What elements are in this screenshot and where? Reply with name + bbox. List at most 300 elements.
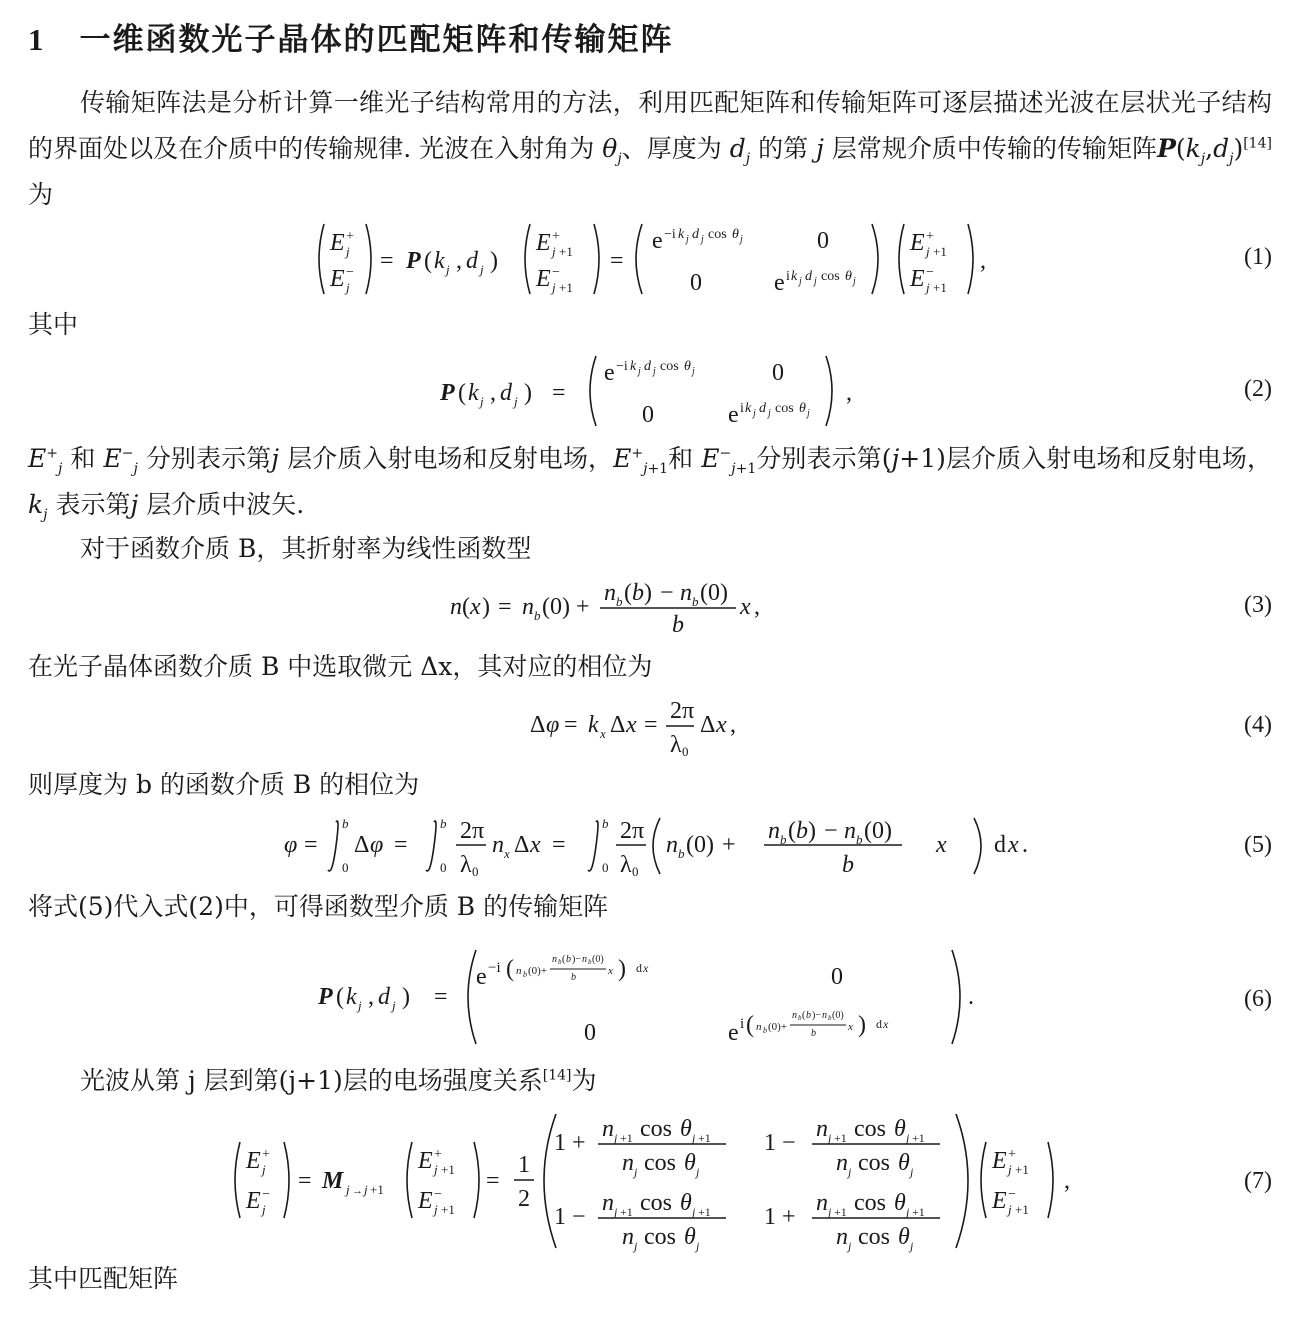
svg-text:b: b [342, 816, 349, 831]
svg-text:i: i [786, 269, 790, 284]
svg-text:b: b [588, 958, 592, 966]
svg-text:1: 1 [554, 1130, 566, 1156]
svg-text:2: 2 [518, 1186, 530, 1212]
svg-text:d: d [805, 269, 812, 284]
equation-number: (1) [1244, 244, 1272, 270]
equation-number: (5) [1244, 832, 1272, 858]
svg-text:θ: θ [845, 269, 852, 284]
svg-text:d: d [378, 984, 390, 1010]
svg-text:e: e [728, 402, 739, 428]
svg-text:(: ( [788, 818, 796, 844]
svg-text:0: 0 [472, 864, 479, 879]
svg-text:0: 0 [690, 270, 702, 296]
svg-text:d: d [636, 961, 642, 975]
svg-text:(0): (0) [592, 954, 604, 965]
equation-5 [0, 810, 1300, 882]
svg-text:j: j [514, 394, 518, 409]
svg-text:x: x [504, 846, 510, 861]
svg-text:θ: θ [898, 1150, 910, 1176]
svg-text:λ: λ [620, 852, 632, 878]
svg-text:+: + [576, 594, 590, 620]
svg-text:(: ( [562, 954, 566, 965]
svg-text:0: 0 [440, 860, 447, 875]
svg-text:+1: +1 [620, 1131, 633, 1145]
svg-text:k: k [434, 248, 445, 274]
svg-text:x: x [470, 594, 481, 620]
svg-text:b: b [856, 832, 863, 847]
svg-text:−: − [1008, 1187, 1016, 1202]
svg-text:+: + [262, 1147, 270, 1162]
svg-text:−: − [434, 1187, 442, 1202]
equation-5-body [282, 810, 1042, 889]
svg-text:k: k [468, 380, 479, 406]
svg-text:(0): (0) [700, 580, 728, 606]
svg-text:0: 0 [831, 964, 843, 990]
svg-text:θ: θ [732, 227, 739, 242]
svg-text:e: e [476, 964, 487, 990]
svg-text:n: n [816, 1116, 828, 1142]
svg-text:j: j [692, 1205, 696, 1219]
svg-text:(0): (0) [686, 832, 714, 858]
svg-text:e: e [728, 1020, 739, 1046]
svg-text:j: j [926, 280, 930, 295]
svg-text:Δ: Δ [610, 712, 626, 738]
svg-text:j: j [614, 1205, 618, 1219]
text-span: 层常规介质中传输的传输矩阵 [831, 134, 1158, 163]
svg-text:k: k [678, 227, 685, 242]
text-span: 的第 [758, 134, 809, 163]
svg-text:x: x [643, 961, 649, 975]
svg-text:n: n [604, 580, 616, 606]
svg-text:): ) [402, 984, 410, 1010]
equation-number: (2) [1244, 376, 1272, 402]
svg-text:n: n [450, 594, 462, 620]
svg-text:,: , [754, 594, 760, 620]
svg-text:+1: +1 [912, 1205, 925, 1219]
svg-text:−i: −i [616, 359, 628, 374]
svg-text:,: , [980, 248, 986, 274]
svg-text:d: d [994, 832, 1006, 858]
svg-text:cos: cos [858, 1150, 890, 1176]
svg-text:0: 0 [772, 360, 784, 386]
svg-text:E: E [418, 1148, 433, 1174]
text-span: )层介质入射电场和反射电场， [936, 444, 1272, 473]
text-span: 和 [70, 444, 96, 473]
svg-text:(0): (0) [864, 818, 892, 844]
svg-text:−i: −i [664, 227, 676, 242]
svg-text:n: n [522, 594, 534, 620]
svg-text:j: j [768, 408, 771, 419]
svg-text:e: e [652, 228, 663, 254]
svg-text:cos: cos [640, 1116, 672, 1142]
svg-text:n: n [622, 1224, 634, 1250]
svg-text:j: j [634, 1239, 638, 1253]
equation-number: (7) [1244, 1168, 1272, 1194]
svg-text:n: n [836, 1150, 848, 1176]
svg-text:j: j [910, 1165, 914, 1179]
svg-text:)−: )− [572, 954, 581, 965]
svg-text:j: j [262, 1202, 266, 1217]
svg-text:j: j [614, 1131, 618, 1145]
svg-text:,: , [368, 984, 374, 1010]
svg-text:φ: φ [284, 832, 298, 858]
equation-number: (6) [1244, 986, 1272, 1012]
equation-number: (4) [1244, 712, 1272, 738]
citation-ref: [14] [1243, 135, 1272, 152]
equation-4-svg [528, 694, 788, 758]
svg-text:j: j [740, 234, 743, 245]
svg-text:j: j [392, 998, 396, 1013]
svg-text:θ: θ [894, 1116, 906, 1142]
equation-7 [0, 1108, 1300, 1254]
svg-text:=: = [304, 832, 318, 858]
svg-text:b: b [672, 612, 684, 638]
svg-text:+: + [722, 832, 736, 858]
paragraph-field-relation [28, 1058, 1272, 1104]
text-span: 分别表示第( [756, 444, 892, 473]
equation-2-svg [438, 350, 868, 432]
equation-1-body [312, 218, 992, 307]
svg-text:+1: +1 [441, 1162, 455, 1177]
text-span: 对于函数介质 B，其折射率为线性函数型 [80, 534, 532, 563]
svg-text:(: ( [746, 1012, 754, 1038]
svg-text:j: j [814, 276, 817, 287]
svg-text:b: b [523, 970, 527, 979]
svg-text:1: 1 [518, 1152, 530, 1178]
svg-text:n: n [622, 1150, 634, 1176]
svg-text:j: j [692, 366, 695, 377]
svg-text:cos: cos [858, 1224, 890, 1250]
svg-text:d: d [759, 401, 766, 416]
svg-text:j: j [446, 262, 450, 277]
svg-text:cos: cos [708, 227, 727, 242]
svg-text:(: ( [462, 594, 470, 620]
svg-text:.: . [1022, 832, 1028, 858]
svg-text:x: x [716, 712, 727, 738]
svg-text:=: = [552, 832, 566, 858]
svg-text:−: − [926, 265, 934, 280]
text-span: 传输矩阵法是分析计算一维光子结构常用的方法，利用匹配矩阵和传输矩阵可逐层描述光波在层状光子结构的界面处以及在介质中的传输规律. 光波在入射角为 [28, 88, 1272, 163]
svg-text:b: b [763, 1026, 767, 1035]
svg-text:): ) [482, 594, 490, 620]
svg-text:(0): (0) [542, 594, 570, 620]
paragraph-substitute [28, 884, 1272, 930]
citation-ref: [14] [542, 1067, 572, 1084]
svg-text:=: = [552, 380, 566, 406]
equation-2-body [438, 350, 868, 439]
svg-text:n: n [792, 1010, 797, 1021]
text-span: 层介质入射电场和反射电场， [287, 444, 614, 473]
text-span: 为 [571, 1066, 597, 1095]
svg-text:n: n [844, 818, 856, 844]
svg-text:j: j [828, 1205, 832, 1219]
text-span: 将式(5)代入式(2)中，可得函数型介质 B 的传输矩阵 [28, 892, 609, 921]
svg-text:j: j [906, 1205, 910, 1219]
svg-text:x: x [1008, 832, 1019, 858]
svg-text:x: x [848, 1021, 853, 1033]
svg-text:E: E [330, 230, 345, 256]
text-span: 、厚度为 [621, 134, 722, 163]
equation-5-svg [282, 810, 1042, 882]
svg-text:=: = [564, 712, 578, 738]
svg-text:j: j [1008, 1202, 1012, 1217]
svg-text:,: , [846, 380, 852, 406]
svg-text:b: b [780, 832, 787, 847]
svg-text:n: n [816, 1190, 828, 1216]
svg-text:j: j [686, 234, 689, 245]
svg-text:,: , [490, 380, 496, 406]
svg-text:i: i [740, 401, 744, 416]
svg-text:+1: +1 [834, 1205, 847, 1219]
svg-text:b: b [811, 1028, 816, 1039]
svg-text:=: = [644, 712, 658, 738]
svg-text:1: 1 [764, 1204, 776, 1230]
svg-text:b: b [632, 580, 644, 606]
svg-text:n: n [666, 832, 678, 858]
svg-text:n: n [492, 832, 504, 858]
svg-text:(: ( [458, 380, 466, 406]
svg-text:(: ( [506, 956, 514, 982]
svg-text:−: − [552, 265, 560, 280]
text-span: 在光子晶体函数介质 B 中选取微元 Δx，其对应的相位为 [28, 652, 653, 681]
svg-text:−: − [262, 1187, 270, 1202]
svg-text:): ) [524, 380, 532, 406]
svg-text:b: b [558, 958, 562, 966]
svg-text:j: j [638, 366, 641, 377]
svg-text:0: 0 [584, 1020, 596, 1046]
svg-text:b: b [692, 594, 699, 609]
svg-text:x: x [530, 832, 541, 858]
svg-text:): ) [618, 956, 626, 982]
svg-text:+1: +1 [933, 280, 947, 295]
equation-7-body [228, 1108, 1088, 1261]
svg-text:E: E [536, 230, 551, 256]
paragraph-medium-b [28, 526, 1272, 572]
paragraph-fields: $E^+_j$ 和 $E^-_j$ 分别表示第j 层介质入射电场和反射电场，$E^+_{j+1}$和 $E^-_{j+1}$分别表示第(j+1)层介质入射电场和反射电场，$k_j$ 表示第j 层介质中波矢. [28, 444, 1272, 523]
svg-text:j: j [807, 408, 810, 419]
svg-text:+1: +1 [1015, 1202, 1029, 1217]
section-heading [28, 14, 674, 59]
svg-text:j: j [480, 262, 484, 277]
equation-3 [0, 576, 1300, 638]
svg-text:E: E [992, 1148, 1007, 1174]
svg-text:+1: +1 [698, 1131, 711, 1145]
svg-text:d: d [692, 227, 699, 242]
svg-text:φ: φ [546, 712, 560, 738]
svg-text:Δ: Δ [530, 712, 546, 738]
svg-text:=: = [610, 248, 624, 274]
paragraph-intro: 传输矩阵法是分析计算一维光子结构常用的方法，利用匹配矩阵和传输矩阵可逐层描述光波在层状光子结构的界面处以及在介质中的传输规律. 光波在入射角为 $\theta_j$、厚度为 $d_j$ 的第 j 层常规介质中传输的传输矩阵$P(k_j,d_j)[14]$为 [28, 88, 1272, 209]
svg-text:b: b [534, 608, 541, 623]
svg-text:j: j [753, 408, 756, 419]
equation-1-svg [312, 218, 992, 300]
svg-text:e: e [604, 360, 615, 386]
svg-text:+: + [572, 1130, 586, 1156]
svg-text:λ: λ [460, 852, 472, 878]
svg-text:): ) [858, 1012, 866, 1038]
svg-text:b: b [678, 846, 685, 861]
svg-text:x: x [936, 832, 947, 858]
svg-text:j: j [434, 1202, 438, 1217]
svg-text:φ: φ [370, 832, 384, 858]
svg-text:λ: λ [670, 732, 682, 758]
svg-text:j: j [653, 366, 656, 377]
svg-text:n: n [602, 1116, 614, 1142]
svg-text:0: 0 [602, 860, 609, 875]
equation-6-body [316, 942, 996, 1059]
svg-text:j: j [910, 1239, 914, 1253]
svg-text:j: j [552, 244, 556, 259]
svg-text:e: e [774, 270, 785, 296]
svg-text:b: b [616, 594, 623, 609]
equation-3-body [448, 576, 868, 645]
svg-text:n: n [516, 965, 522, 977]
svg-text:0: 0 [342, 860, 349, 875]
svg-text:x: x [626, 712, 637, 738]
svg-text:−i: −i [488, 960, 501, 976]
svg-text:n: n [768, 818, 780, 844]
equation-number: (3) [1244, 592, 1272, 618]
svg-text:M: M [322, 1168, 344, 1194]
svg-text:i: i [740, 1016, 745, 1032]
svg-text:E: E [910, 230, 925, 256]
svg-text:x: x [740, 594, 751, 620]
svg-text:d: d [876, 1017, 882, 1031]
svg-text:d: d [466, 248, 478, 274]
svg-text:,: , [730, 712, 736, 738]
svg-text:j: j [799, 276, 802, 287]
svg-text:(0): (0) [832, 1010, 844, 1021]
svg-text:j: j [906, 1131, 910, 1145]
svg-text:=: = [498, 594, 512, 620]
svg-text:2π: 2π [620, 818, 645, 844]
equation-2 [0, 350, 1300, 432]
svg-text:E: E [418, 1188, 433, 1214]
svg-text:): ) [490, 248, 498, 274]
svg-text:j: j [848, 1239, 852, 1253]
svg-text:d: d [500, 380, 512, 406]
svg-text:b: b [828, 1014, 832, 1022]
equation-3-svg [448, 576, 868, 638]
svg-text:Δ: Δ [700, 712, 716, 738]
svg-text:j: j [701, 234, 704, 245]
paragraph-where [28, 302, 1272, 348]
svg-text:k: k [346, 984, 357, 1010]
svg-text:cos: cos [775, 401, 794, 416]
svg-text:b: b [798, 1014, 802, 1022]
svg-text:j: j [480, 394, 484, 409]
paragraph-matching-matrix [28, 1256, 1272, 1302]
svg-text:x: x [883, 1017, 889, 1031]
text-span: 为 [28, 180, 54, 209]
svg-text:P: P [440, 380, 455, 406]
svg-text:θ: θ [684, 1150, 696, 1176]
svg-text:E: E [330, 266, 345, 292]
svg-text:j: j [634, 1165, 638, 1179]
svg-text:n: n [680, 580, 692, 606]
svg-text:0: 0 [632, 864, 639, 879]
svg-text:n: n [602, 1190, 614, 1216]
svg-text:cos: cos [821, 269, 840, 284]
svg-text:cos: cos [644, 1150, 676, 1176]
svg-text:E: E [246, 1188, 261, 1214]
svg-text:0: 0 [642, 402, 654, 428]
svg-text:θ: θ [894, 1190, 906, 1216]
svg-text:θ: θ [898, 1224, 910, 1250]
svg-text:x: x [600, 726, 606, 741]
svg-text:k: k [630, 359, 637, 374]
svg-text:j: j [828, 1131, 832, 1145]
svg-text:→: → [352, 1185, 363, 1197]
svg-text:j: j [848, 1165, 852, 1179]
svg-text:d: d [644, 359, 651, 374]
svg-text:b: b [806, 1010, 811, 1021]
svg-text:j: j [346, 1182, 350, 1197]
svg-text:(: ( [336, 984, 344, 1010]
svg-text:cos: cos [854, 1116, 886, 1142]
equation-1 [0, 218, 1300, 300]
svg-text:): ) [808, 818, 816, 844]
svg-text:θ: θ [680, 1116, 692, 1142]
svg-text:j: j [346, 244, 350, 259]
svg-text:E: E [910, 266, 925, 292]
svg-text:+1: +1 [912, 1131, 925, 1145]
svg-text:1: 1 [764, 1130, 776, 1156]
svg-text:b: b [602, 816, 609, 831]
svg-text:b: b [796, 818, 808, 844]
svg-text:(: ( [624, 580, 632, 606]
text-span: 分别表示第 [145, 444, 272, 473]
svg-text:=: = [434, 984, 448, 1010]
svg-text:−: − [572, 1204, 586, 1230]
svg-text:θ: θ [684, 359, 691, 374]
svg-text:0: 0 [682, 744, 689, 758]
svg-text:j: j [853, 276, 856, 287]
svg-text:(0)+: (0)+ [768, 1021, 788, 1033]
svg-text:+: + [926, 229, 934, 244]
svg-text:b: b [566, 954, 571, 965]
svg-text:j: j [552, 280, 556, 295]
svg-text:=: = [486, 1168, 500, 1194]
svg-text:j: j [1008, 1162, 1012, 1177]
section-title: 一维函数光子晶体的匹配矩阵和传输矩阵 [79, 22, 674, 58]
svg-text:n: n [582, 954, 587, 965]
svg-text:E: E [246, 1148, 261, 1174]
svg-text:(0)+: (0)+ [528, 965, 548, 977]
svg-text:θ: θ [680, 1190, 692, 1216]
svg-text:j: j [434, 1162, 438, 1177]
svg-text:E: E [536, 266, 551, 292]
paragraph-micro-element [28, 644, 1272, 690]
equation-7-svg [228, 1108, 1088, 1254]
svg-text:j: j [364, 1182, 368, 1197]
text-span: 层介质中波矢. [146, 490, 305, 519]
svg-text:P: P [318, 984, 333, 1010]
svg-text:j: j [262, 1162, 266, 1177]
svg-text:n: n [822, 1010, 827, 1021]
svg-text:+: + [346, 229, 354, 244]
equation-4 [0, 694, 1300, 758]
svg-text:2π: 2π [460, 818, 485, 844]
svg-text:n: n [836, 1224, 848, 1250]
svg-text:cos: cos [660, 359, 679, 374]
text-span: 表示第 [55, 490, 131, 519]
svg-text:j: j [696, 1239, 700, 1253]
svg-text:0: 0 [817, 228, 829, 254]
svg-text:=: = [394, 832, 408, 858]
svg-text:Δ: Δ [354, 832, 370, 858]
svg-text:+1: +1 [559, 244, 573, 259]
